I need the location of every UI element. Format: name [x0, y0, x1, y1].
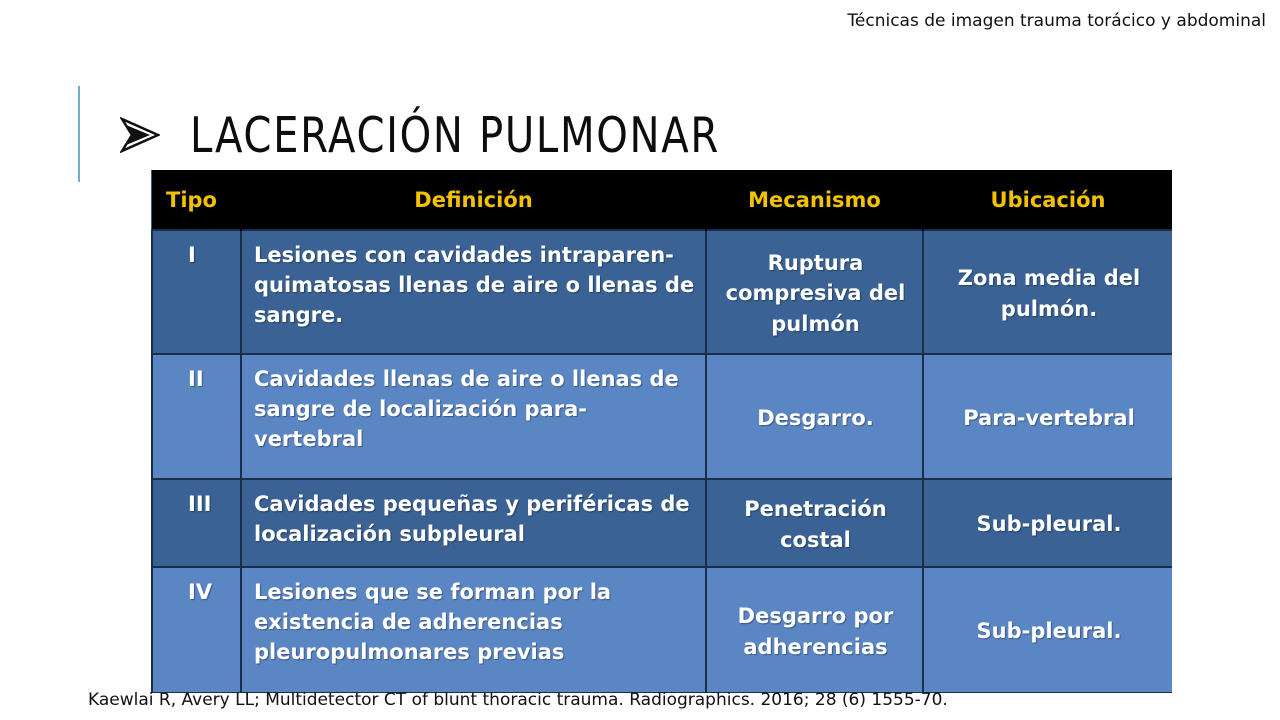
laceration-table: [151, 170, 1172, 693]
title-row: [120, 104, 836, 166]
column-header-definicion: Definición: [241, 170, 706, 230]
column-header-ubicacion: Ubicación: [923, 170, 1172, 230]
cell-ubicacion: Para-vertebral: [923, 354, 1172, 479]
cell-mecanismo: Desgarro por adherencias: [706, 567, 923, 693]
table-header-row: [152, 170, 1172, 230]
cell-mecanismo: Desgarro.: [706, 354, 923, 479]
cell-tipo: III: [152, 479, 241, 567]
cell-ubicacion: Sub-pleural.: [923, 567, 1172, 693]
citation: Kaewlai R, Avery LL; Multidetector CT of blunt thoracic trauma. Radiographics. 2016; 28 (6) 1555-70.: [88, 690, 948, 710]
accent-line: [78, 86, 80, 182]
cell-tipo: I: [152, 230, 241, 354]
cell-mecanismo: Penetración costal: [706, 479, 923, 567]
cell-ubicacion: Zona media del pulmón.: [923, 230, 1172, 354]
table-row: [152, 479, 1172, 567]
cell-ubicacion: Sub-pleural.: [923, 479, 1172, 567]
cell-tipo: IV: [152, 567, 241, 693]
table-row: [152, 567, 1172, 693]
cell-definicion: Cavidades pequeñas y periféricas de localización subpleural: [241, 479, 706, 567]
column-header-tipo: Tipo: [152, 170, 241, 230]
cell-definicion: Cavidades llenas de aire o llenas de sangre de localización para-vertebral: [241, 354, 706, 479]
arrow-bullet-icon: [120, 117, 160, 153]
page-title: LACERACIÓN PULMONAR: [190, 106, 720, 164]
column-header-mecanismo: Mecanismo: [706, 170, 923, 230]
cell-mecanismo: Ruptura compresiva del pulmón: [706, 230, 923, 354]
header-note: Técnicas de imagen trauma torácico y abdominal: [847, 11, 1266, 31]
table-row: [152, 354, 1172, 479]
cell-definicion: Lesiones con cavidades intraparen-quimatosas llenas de aire o llenas de sangre.: [241, 230, 706, 354]
cell-definicion: Lesiones que se forman por la existencia de adherencias pleuropulmonares previas: [241, 567, 706, 693]
table-row: [152, 230, 1172, 354]
cell-tipo: II: [152, 354, 241, 479]
